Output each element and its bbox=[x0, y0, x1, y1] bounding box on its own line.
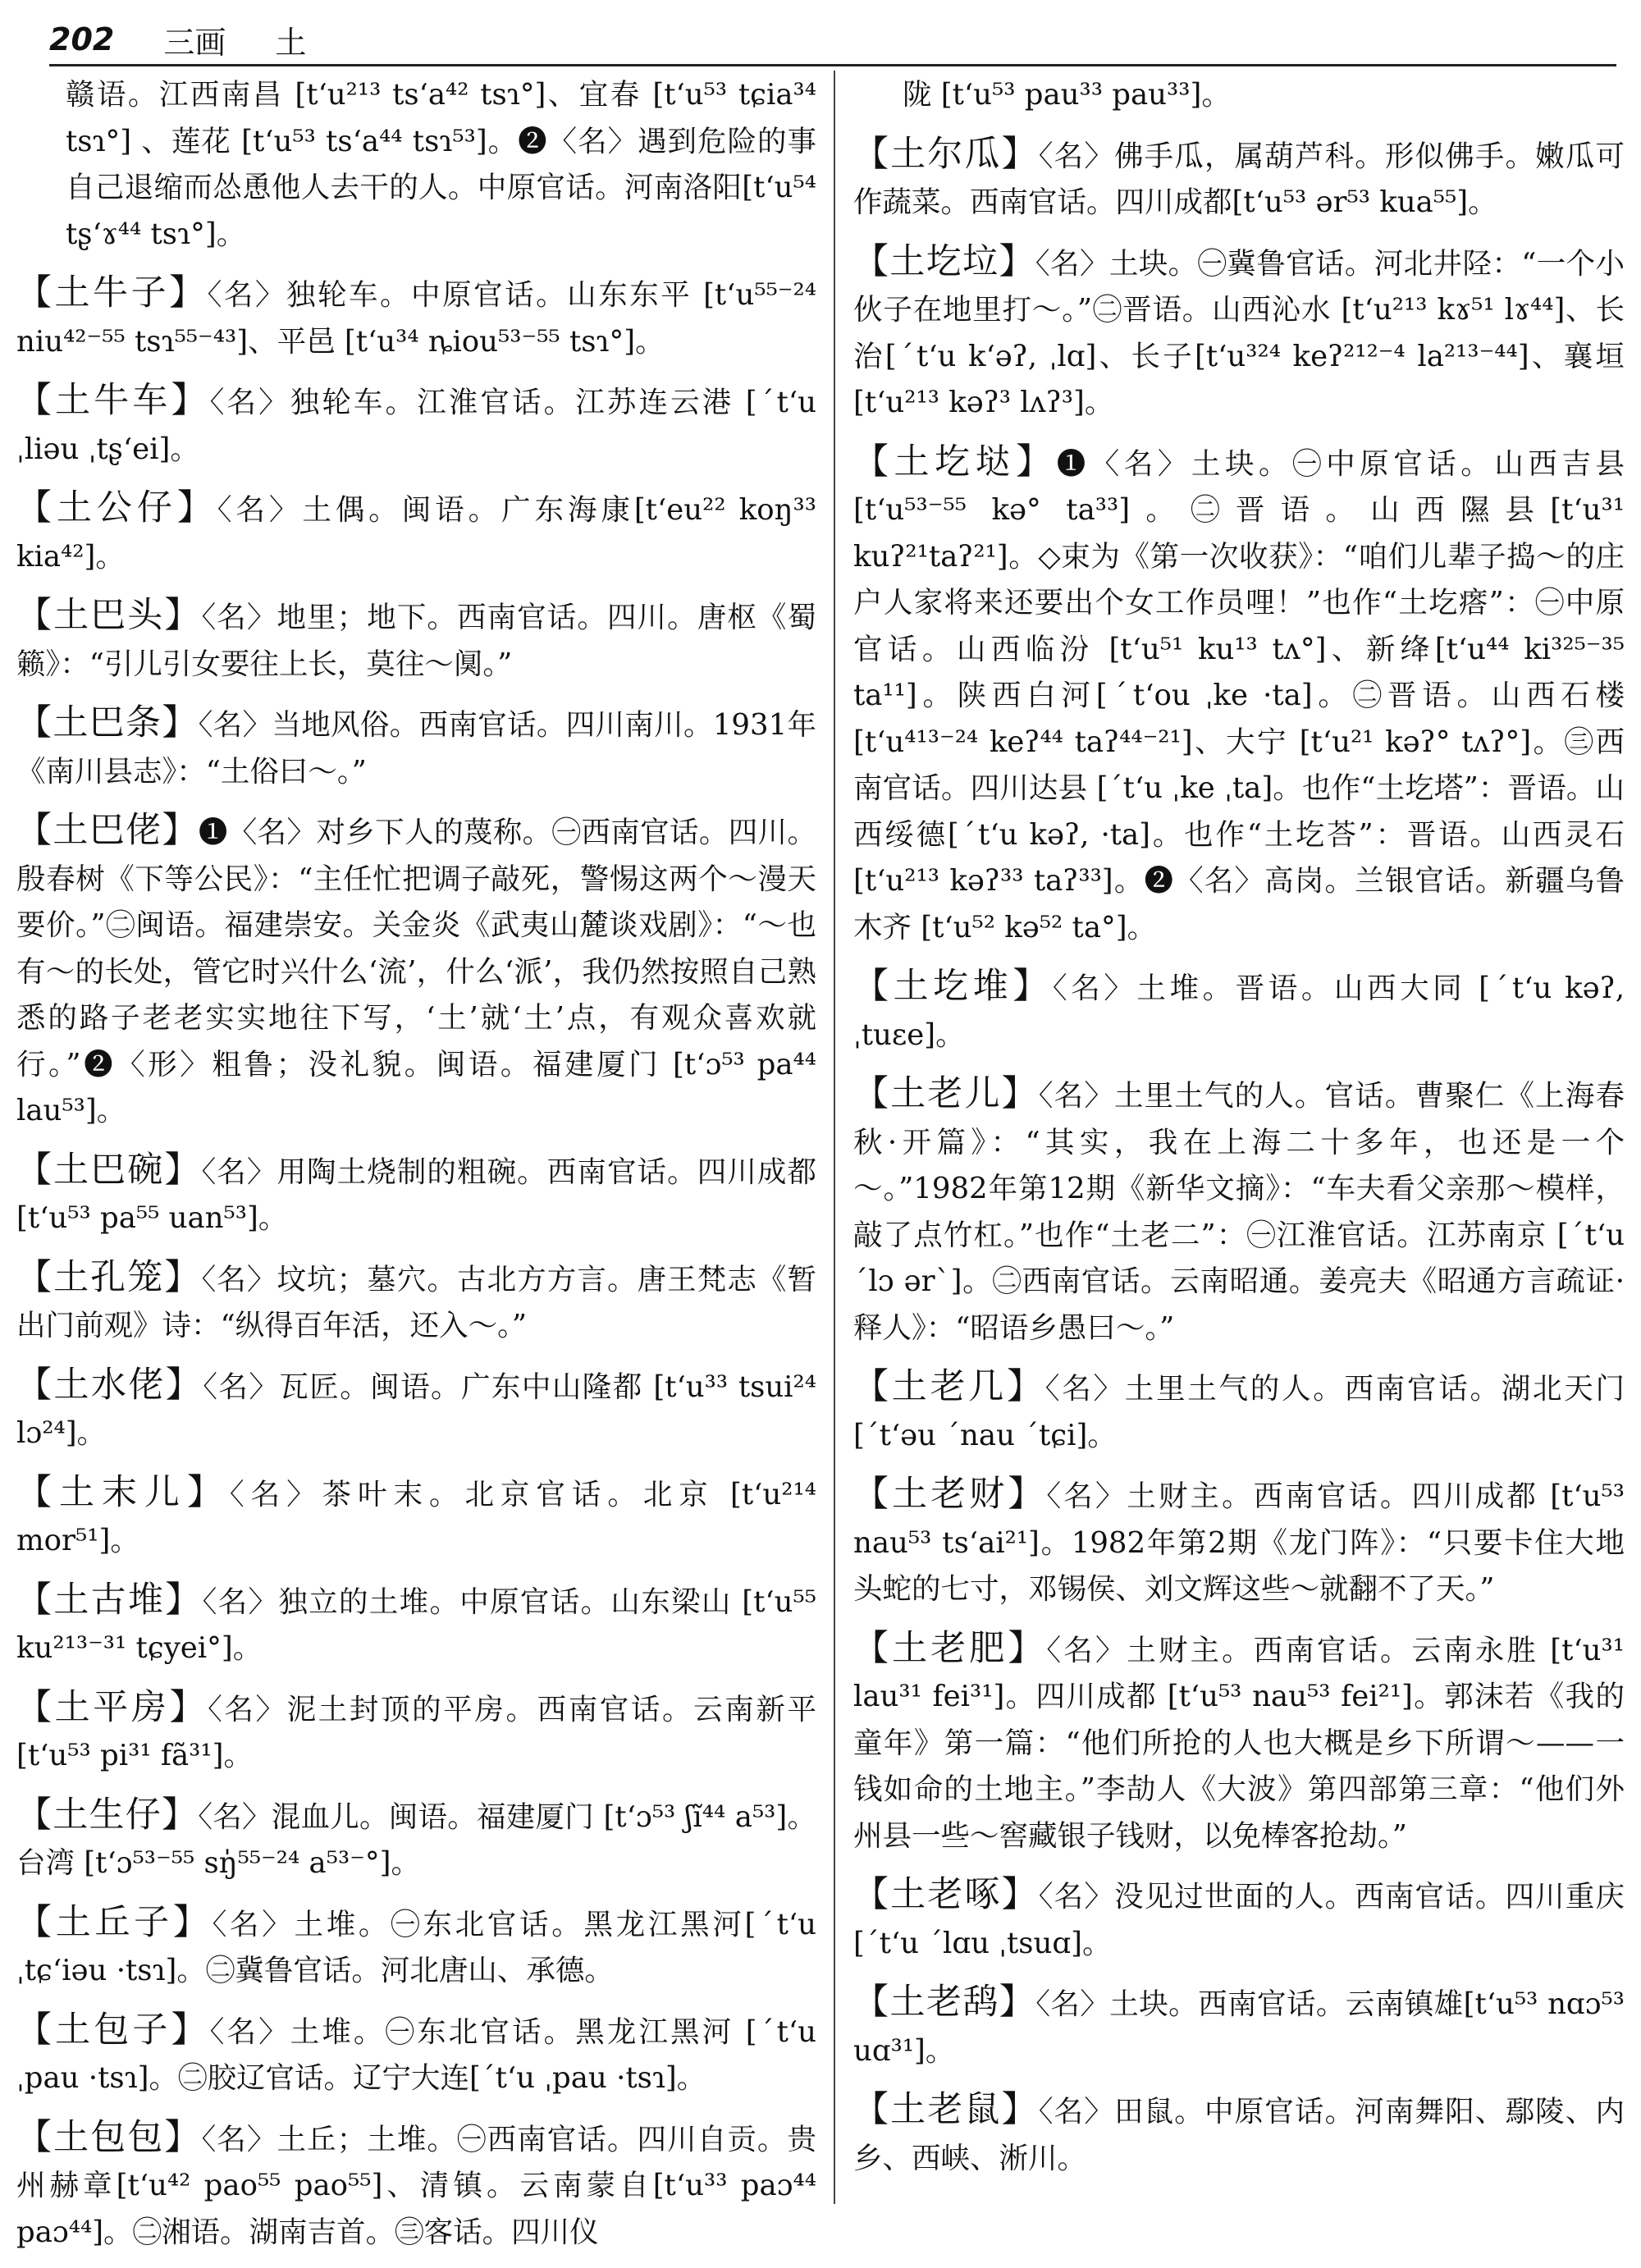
entry-headword: 【土老啄】 bbox=[853, 1874, 1039, 1915]
entry-text: 〈名〉佛手瓜，属葫芦科。形似佛手。嫩瓜可作蔬菜。西南官话。四川成都[tʻu⁵³ ər⁵³ kua⁵⁵]。 bbox=[853, 139, 1625, 219]
entry-text: 〈名〉混血儿。闽语。福建厦门 [tʻɔ⁵³ ʃĩ⁴⁴ a⁵³]。台湾 [tʻɔ⁵³⁻⁵⁵ sŋ̍⁵⁵⁻²⁴ a⁵³⁻°]。 bbox=[16, 1799, 817, 1880]
dictionary-entry bbox=[853, 1364, 1625, 1459]
dictionary-entry bbox=[16, 1255, 816, 1350]
entry-text: 〈名〉茶叶末。北京官话。北京 [tʻu²¹⁴ mor⁵¹]。 bbox=[16, 1477, 816, 1557]
entry-text: 〈名〉土丘；土堆。㊀西南官话。四川自贡。贵州赫章[tʻu⁴² pao⁵⁵ pao⁵⁵]、清镇。云南蒙自[tʻu³³ paɔ⁴⁴ paɔ⁴⁴]。㊁湘语。湖南吉首。㊂客话。四川仪 bbox=[16, 2122, 816, 2249]
dictionary-entry bbox=[16, 1900, 816, 1995]
entry-headword: 【土末儿】 bbox=[16, 1471, 230, 1513]
entry-text: 陇 [tʻu⁵³ pau³³ pau³³]。 bbox=[903, 78, 1231, 112]
dictionary-entry bbox=[853, 1471, 1625, 1613]
left-column bbox=[16, 72, 816, 2268]
dictionary-entry bbox=[853, 131, 1625, 226]
entry-headword: 【土老鼠】 bbox=[853, 2089, 1039, 2130]
entry-text: 〈名〉坟坑；墓穴。古北方方言。唐王梵志《暂出门前观》诗：“纵得百年活，还入～。” bbox=[16, 1262, 816, 1342]
entry-headword: 【土巴头】 bbox=[16, 595, 202, 636]
section-label: 三画 bbox=[163, 24, 226, 61]
entry-text: 〈名〉土里土气的人。西南官话。湖北天门 [ˊtʻəu ˊnau ˊtɕi]。 bbox=[853, 1372, 1625, 1452]
entry-text: 〈名〉瓦匠。闽语。广东中山隆都 [tʻu³³ tsui²⁴ lɔ²⁴]。 bbox=[16, 1369, 817, 1450]
entry-text: ❶〈名〉对乡下人的蔑称。㊀西南官话。四川。殷春树《下等公民》：“主任忙把调子敲死，警惕这两个～漫天要价。”㊁闽语。福建崇安。关金炎《武夷山麓谈戏剧》：“～也有～的长处，管它时兴什么‘流’，什么‘派’，我仍然按照自己熟悉的路子老老实实地往下写，‘土’就‘土’点，有观众喜欢就行。”❷〈形〉粗鲁；没礼貌。闽语。福建厦门 [tʻɔ⁵³ pa⁴⁴ lau⁵³]。 bbox=[16, 816, 816, 1127]
entry-text: 赣语。江西南昌 [tʻu²¹³ tsʻa⁴² tsɿ°]、宜春 [tʻu⁵³ tɕia³⁴ tsɿ°] 、莲花 [tʻu⁵³ tsʻa⁴⁴ tsɿ⁵³]。❷〈名〉遇到危险的事自己退缩而怂恿他人去干的人。中原官话。河南洛阳[tʻu⁵⁴ tʂʻɤ⁴⁴ tsɿ°]。 bbox=[66, 78, 816, 251]
entry-text: 〈名〉土块。西南官话。云南镇雄[tʻu⁵³ nɑɔ⁵³ uɑ³¹]。 bbox=[853, 1987, 1625, 2068]
dictionary-entry bbox=[16, 807, 816, 1135]
entry-headword: 【土老肥】 bbox=[853, 1627, 1047, 1669]
entry-text: 〈名〉用陶土烧制的粗碗。西南官话。四川成都 [tʻu⁵³ pa⁵⁵ uan⁵³]。 bbox=[16, 1155, 816, 1235]
entry-headword: 【土水佬】 bbox=[16, 1364, 203, 1406]
entry-headword: 【土公仔】 bbox=[16, 487, 217, 528]
entry-headword: 【土圪堆】 bbox=[853, 966, 1053, 1007]
entry-headword: 【土圪垯】 bbox=[853, 441, 1057, 482]
entry-text: 〈名〉泥土封顶的平房。西南官话。云南新平 [tʻu⁵³ pi³¹ fã³¹]。 bbox=[16, 1692, 816, 1772]
entry-headword: 【土包子】 bbox=[16, 2009, 210, 2051]
entry-headword: 【土平房】 bbox=[16, 1686, 208, 1728]
page-header bbox=[49, 15, 1616, 66]
entry-text: 〈名〉土财主。西南官话。四川成都 [tʻu⁵³ nau⁵³ tsʻai²¹]。1982年第2期《龙门阵》：“只要卡住大地头蛇的七寸，邓锡侯、刘文辉这些～就翻不了天。” bbox=[853, 1479, 1625, 1606]
dictionary-entry bbox=[16, 1362, 816, 1457]
dictionary-entry bbox=[16, 1792, 816, 1887]
dictionary-entry bbox=[16, 377, 816, 473]
entry-text: 〈名〉土堆。晋语。山西大同 [ˊtʻu kəʔ, ˌtuɛe]。 bbox=[853, 972, 1625, 1052]
entry-headword: 【土巴碗】 bbox=[16, 1149, 202, 1191]
entry-headword: 【土牛子】 bbox=[16, 272, 208, 313]
entry-headword: 【土牛车】 bbox=[16, 380, 210, 421]
dictionary-entry bbox=[853, 1071, 1625, 1351]
entry-text: 〈名〉没见过世面的人。西南官话。四川重庆 [ˊtʻu ˊlɑu ˌtsuɑ]。 bbox=[853, 1880, 1625, 1960]
dictionary-entry bbox=[853, 2087, 1625, 2182]
entry-text: 〈名〉土堆。㊀东北官话。黑龙江黑河[ˊtʻu ˌtɕʻiəu ·tsɿ]。㊁冀鲁官话。河北唐山、承德。 bbox=[16, 1907, 817, 1987]
entry-text: 〈名〉土偶。闽语。广东海康[tʻeu²² koŋ³³ kia⁴²]。 bbox=[16, 493, 817, 574]
dictionary-entry bbox=[16, 2115, 816, 2257]
entry-text: 〈名〉土财主。西南官话。云南永胜 [tʻu³¹ lau³¹ fei³¹]。四川成都 [tʻu⁵³ nau⁵³ fei²¹]。郭沫若《我的童年》第一篇：“他们所抢的人也大概是乡下所谓～——一钱如命的土地主。”李劼人《大波》第四部第三章：“他们外州县一些～窖藏银子钱财，以免棒客抢劫。” bbox=[853, 1633, 1625, 1853]
dictionary-entry bbox=[16, 2007, 816, 2102]
entry-headword: 【土老财】 bbox=[853, 1474, 1047, 1515]
entry-text: 〈名〉田鼠。中原官话。河南舞阳、鄢陵、内乡、西峡、淅川。 bbox=[853, 2095, 1625, 2175]
dictionary-entry bbox=[16, 270, 816, 365]
entry-text: 〈名〉独立的土堆。中原官话。山东梁山 [tʻu⁵⁵ ku²¹³⁻³¹ tɕyei°]。 bbox=[16, 1584, 817, 1665]
entry-text: 〈名〉土里土气的人。官话。曹聚仁《上海春秋·开篇》：“其实，我在上海二十多年，也还是一个～。”1982年第12期《新华文摘》：“车夫看父亲那～模样，敲了点竹杠。”也作“土老二”：㊀江淮官话。江苏南京 [ˊtʻu ˊlɔ ərˋ]。㊁西南官话。云南昭通。姜亮夫《昭通方言疏证·释人》：“昭语乡愚曰～。” bbox=[853, 1079, 1625, 1345]
entry-headword: 【土包包】 bbox=[16, 2116, 202, 2158]
right-column bbox=[853, 72, 1625, 2194]
entry-text: 〈名〉土堆。㊀东北官话。黑龙江黑河 [ˊtʻu ˌpau ·tsɿ]。㊁胶辽官话。辽宁大连[ˊtʻu ˌpau ·tsɿ]。 bbox=[16, 2014, 816, 2095]
dictionary-entry bbox=[16, 1470, 816, 1565]
entry-headword: 【土巴佬】 bbox=[16, 810, 199, 851]
entry-text: 〈名〉独轮车。中原官话。山东东平 [tʻu⁵⁵⁻²⁴ niu⁴²⁻⁵⁵ tsɿ⁵⁵⁻⁴³]、平邑 [tʻu³⁴ ȵiou⁵³⁻⁵⁵ tsɿ°]。 bbox=[16, 278, 816, 359]
dictionary-entry bbox=[853, 1872, 1625, 1967]
entry-headword: 【土圪垃】 bbox=[853, 240, 1035, 282]
radical-label: 土 bbox=[275, 24, 307, 61]
entry-text: 〈名〉土块。㊀冀鲁官话。河北井陉：“一个小伙子在地里打～。”㊁晋语。山西沁水 [tʻu²¹³ kɤ⁵¹ lɤ⁴⁴]、长治[ˊtʻu kʻəʔ, ˌlɑ]、长子[tʻu³²⁴ keʔ²¹²⁻⁴ la²¹³⁻⁴⁴]、襄垣 [tʻu²¹³ kəʔ³ lʌʔ³]。 bbox=[853, 246, 1625, 419]
dictionary-entry bbox=[853, 439, 1625, 952]
entry-headword: 【土尔瓜】 bbox=[853, 133, 1039, 175]
entry-headword: 【土丘子】 bbox=[16, 1901, 213, 1943]
dictionary-entry bbox=[16, 592, 816, 688]
entry-headword: 【土巴条】 bbox=[16, 702, 199, 743]
dictionary-entry bbox=[853, 963, 1625, 1059]
entry-headword: 【土老几】 bbox=[853, 1366, 1045, 1407]
dictionary-entry bbox=[853, 1979, 1625, 2074]
entry-headword: 【土老鸹】 bbox=[853, 1982, 1036, 2023]
dictionary-entry bbox=[16, 1577, 816, 1672]
entry-text: 〈名〉当地风俗。西南官话。四川南川。1931年《南川县志》：“土俗曰～。” bbox=[16, 708, 816, 789]
entry-headword: 【土孔笼】 bbox=[16, 1256, 202, 1298]
entry-continuation bbox=[16, 72, 816, 258]
entry-headword: 【土老儿】 bbox=[853, 1073, 1039, 1114]
entry-headword: 【土生仔】 bbox=[16, 1794, 199, 1836]
column-divider bbox=[834, 71, 835, 2204]
dictionary-entry bbox=[16, 485, 816, 580]
page-number: 202 bbox=[49, 21, 115, 57]
dictionary-entry bbox=[16, 700, 816, 795]
entry-text: 〈名〉地里；地下。西南官话。四川。唐枢《蜀籁》：“引儿引女要往上长，莫往～阒。” bbox=[16, 601, 816, 681]
entry-text: 〈名〉独轮车。江淮官话。江苏连云港 [ˊtʻu ˌliəu ˌtʂʻei]。 bbox=[16, 386, 816, 466]
dictionary-entry bbox=[853, 239, 1625, 427]
entry-headword: 【土古堆】 bbox=[16, 1579, 203, 1621]
dictionary-entry bbox=[853, 1626, 1625, 1860]
dictionary-entry bbox=[16, 1685, 816, 1780]
dictionary-entry bbox=[16, 1147, 816, 1242]
entry-text: ❶〈名〉土块。㊀中原官话。山西吉县[tʻu⁵³⁻⁵⁵ kə° ta³³]。㊁晋语。山西隰县[tʻu³¹ kuʔ²¹taʔ²¹]。◇束为《第一次收获》：“咱们儿辈子捣～的庄户人家将来还要出个女工作员哩！”也作“土圪瘩”：㊀中原官话。山西临汾 [tʻu⁵¹ ku¹³ tʌ°]、新绛[tʻu⁴⁴ ki³²⁵⁻³⁵ ta¹¹]。陕西白河[ˊtʻou ˌke ·ta]。㊁晋语。山西石楼[tʻu⁴¹³⁻²⁴ keʔ⁴⁴ taʔ⁴⁴⁻²¹]、大宁 [tʻu²¹ kəʔ° tʌʔ°]。㊂西南官话。四川达县 [ˊtʻu ˌke ˌta]。也作“土圪塔”：晋语。山西绥德[ˊtʻu kəʔ, ·ta]。也作“土圪荅”：晋语。山西灵石 [tʻu²¹³ kəʔ³³ taʔ³³]。❷〈名〉高岗。兰银官话。新疆乌鲁木齐 [tʻu⁵² kə⁵² ta°]。 bbox=[853, 446, 1625, 944]
entry-continuation bbox=[853, 72, 1625, 119]
